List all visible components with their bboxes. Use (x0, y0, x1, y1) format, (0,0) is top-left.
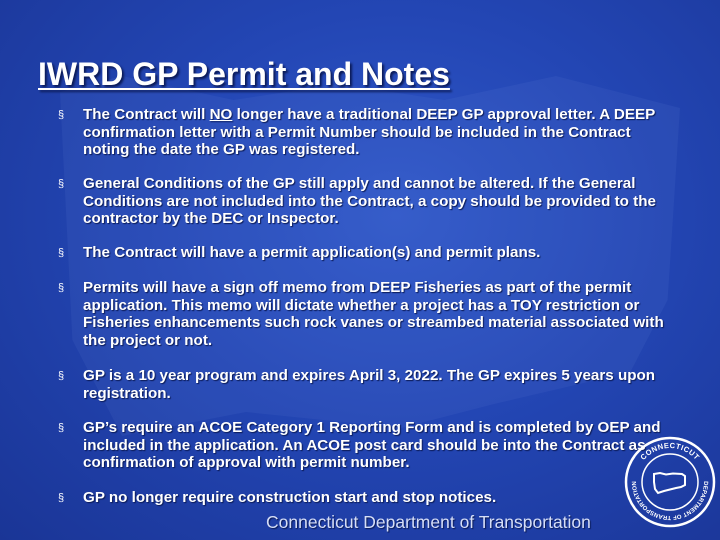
seal-text-side: DEPARTMENT OF TRANSPORTATION (631, 481, 709, 521)
bullet-marker: § (58, 282, 65, 294)
bullet-marker: § (58, 178, 65, 190)
bullet-text-part: longer have a traditional DEEP GP approval letter. A DEEP confirmation letter with a Permit Number should be included in the Contract noting the date the GP was registered. (83, 106, 655, 158)
footer-organization-name: Connecticut Department of Transportation (266, 512, 591, 532)
bullet-marker: § (58, 422, 65, 434)
bullet-marker: § (58, 247, 65, 259)
bullet-marker: § (58, 109, 65, 121)
slide-title: IWRD GP Permit and Notes (38, 56, 450, 92)
bullet-text (83, 106, 678, 159)
ctdot-seal-logo (624, 436, 716, 528)
bullet-text: Permits will have a sign off memo from DEEP Fisheries as part of the permit application. This memo will dictate whether a project has a TOY restriction or Fisheries enhancements such rock vanes or streambed material associated with the project or not. (83, 279, 664, 349)
svg-text:DEPARTMENT OF TRANSPORTATION (632, 481, 708, 520)
seal-text-top: CONNECTICUT (638, 440, 702, 462)
bullet-marker: § (58, 492, 65, 504)
bullet-marker: § (58, 370, 65, 382)
bullet-text: GP’s require an ACOE Category 1 Reporting Form and is completed by OEP and included in the application. An ACOE post card should be into the Contract as confirmation of approval with permit number. (83, 419, 661, 471)
bullet-text: The Contract will have a permit application(s) and permit plans. (83, 244, 541, 261)
bullet-text: GP is a 10 year program and expires April 3, 2022. The GP expires 5 years upon registration. (83, 367, 656, 402)
bullet-text: General Conditions of the GP still apply and cannot be altered. If the General Conditions are not included into the Contract, a copy should be provided to the contractor by the DEC or Inspector. (83, 175, 656, 227)
bullet-text: GP no longer require construction start and stop notices. (83, 489, 497, 506)
bullet-text-part: The Contract will (83, 106, 210, 123)
connecticut-state-outline-icon (654, 473, 685, 493)
bullet-text-emphasis: NO (209, 106, 233, 123)
